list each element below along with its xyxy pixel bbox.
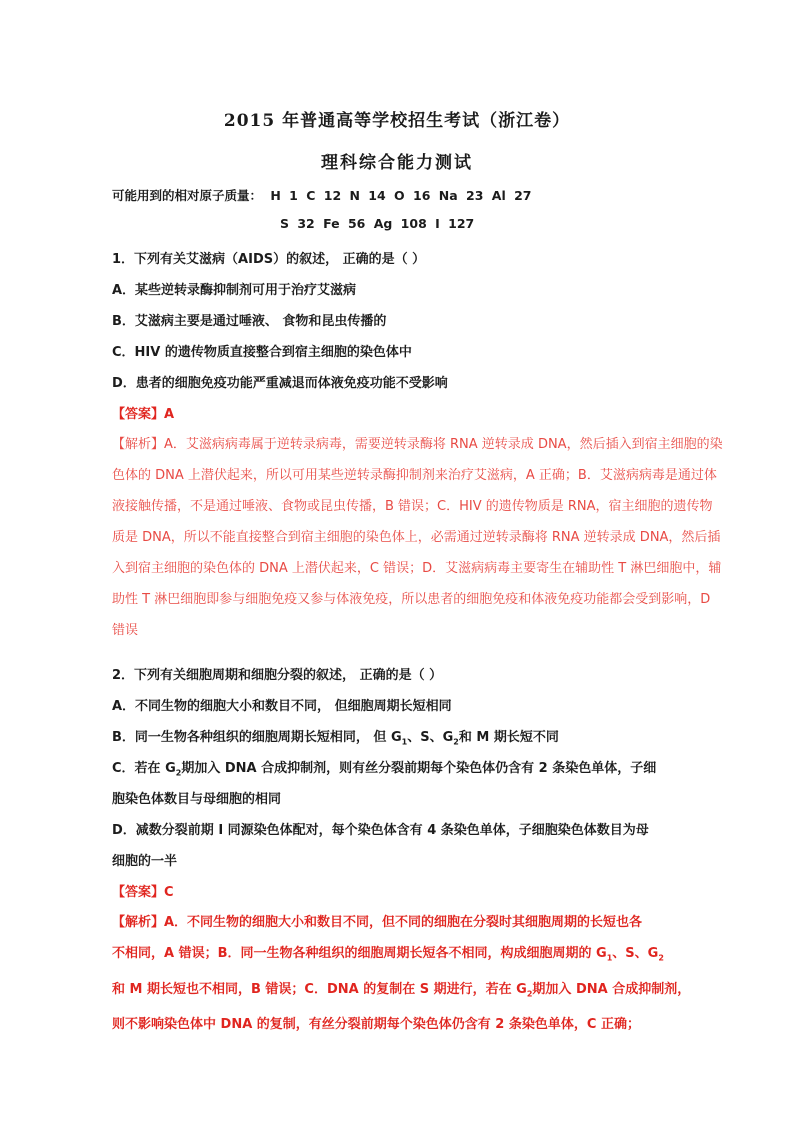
text-fragment: 期加入 DNA 合成抑制剂，则有丝分裂前期每个染色体仍含有 2 条染色单体，子细 — [181, 761, 657, 776]
text-fragment: 期加入 DNA 合成抑制剂， — [532, 981, 691, 997]
analysis-line: 色体的 DNA 上潜伏起来，所以可用某些逆转录酶抑制剂来治疗艾滋病，A 正确；B．艾滋病病毒是通过体 — [112, 468, 717, 483]
analysis-line — [112, 938, 690, 974]
question-2-option-c-cont: 胞染色体数目与母细胞的相同 — [112, 792, 282, 807]
analysis-line: 助性 T 淋巴细胞即参与细胞免疫又参与体液免疫，所以患者的细胞免疫和体液免疫功能都会受到影响，D — [112, 592, 711, 607]
analysis-line — [112, 974, 690, 1010]
question-1-option-a: A．某些逆转录酶抑制剂可用于治疗艾滋病 — [112, 283, 357, 298]
text-fragment: 、S、G — [407, 730, 454, 745]
question-2-option-a: A．不同生物的细胞大小和数目不同， 但细胞周期长短相同 — [112, 699, 452, 714]
question-2-answer: 【答案】C — [112, 885, 174, 900]
question-2-stem: 2．下列有关细胞周期和细胞分裂的叙述， 正确的是（ ） — [112, 668, 443, 683]
analysis-line: 质是 DNA，所以不能直接整合到宿主细胞的染色体上，必需通过逆转录酶将 RNA 逆转录成 DNA，然后插 — [112, 530, 721, 545]
question-2-option-b — [112, 726, 559, 747]
exam-subtitle: 理科综合能力测试 — [321, 153, 473, 173]
analysis-line: 液接触传播，不是通过唾液、食物或昆虫传播，B 错误；C．HIV 的遗传物质是 RNA，宿主细胞的遗传物 — [112, 499, 713, 514]
analysis-line: 【解析】A．艾滋病病毒属于逆转录病毒，需要逆转录酶将 RNA 逆转录成 DNA，然后插入到宿主细胞的染 — [112, 437, 723, 452]
analysis-line: 则不影响染色体中 DNA 的复制，有丝分裂前期每个染色体仍含有 2 条染色单体，C 正确； — [112, 1017, 640, 1033]
exam-title: 2015 年普通高等学校招生考试（浙江卷） — [223, 111, 571, 131]
question-2-option-d: D．减数分裂前期 I 同源染色体配对，每个染色体含有 4 条染色单体，子细胞染色体数目为母 — [112, 823, 649, 838]
question-2-analysis — [112, 907, 690, 1040]
subscript: 2 — [453, 737, 459, 747]
text-fragment: C．若在 G — [112, 761, 176, 776]
atomic-mass-line-2: S 32 Fe 56 Ag 108 I 127 — [280, 216, 475, 231]
subscript: 2 — [658, 953, 664, 963]
subscript: 1 — [606, 953, 613, 963]
subscript: 1 — [401, 737, 408, 747]
question-1-option-b: B．艾滋病主要是通过唾液、 食物和昆虫传播的 — [112, 314, 387, 329]
text-fragment: 和 M 期长短不同 — [458, 730, 559, 745]
subscript: 2 — [526, 989, 533, 999]
question-2-option-d-cont: 细胞的一半 — [112, 854, 178, 869]
question-2-option-c — [112, 757, 656, 778]
question-1-analysis — [112, 429, 723, 646]
question-1-option-c: C．HIV 的遗传物质直接整合到宿主细胞的染色体中 — [112, 345, 412, 360]
subscript: 2 — [175, 768, 182, 778]
question-1-answer: 【答案】A — [112, 407, 175, 422]
question-1-option-d: D．患者的细胞免疫功能严重减退而体液免疫功能不受影响 — [112, 376, 448, 391]
text-fragment: B．同一生物各种组织的细胞周期长短相同， 但 G — [112, 730, 402, 745]
atomic-mass-line-1: 可能用到的相对原子质量： H 1 C 12 N 14 O 16 Na 23 Al 27 — [112, 188, 532, 203]
text-fragment: 、S、G — [612, 946, 659, 961]
analysis-line: 【解析】A．不同生物的细胞大小和数目不同，但不同的细胞在分裂时其细胞周期的长短也各 — [112, 915, 643, 930]
analysis-line: 错误 — [112, 623, 139, 638]
text-fragment: 和 M 期长短也不相同，B 错误；C．DNA 的复制在 S 期进行，若在 G — [112, 981, 527, 997]
analysis-line: 入到宿主细胞的染色体的 DNA 上潜伏起来，C 错误；D．艾滋病病毒主要寄生在辅助性 T 淋巴细胞中，辅 — [112, 561, 722, 576]
question-1-stem: 1．下列有关艾滋病（AIDS）的叙述， 正确的是（ ） — [112, 252, 426, 267]
text-fragment: 不相同，A 错误；B．同一生物各种组织的细胞周期长短各不相同，构成细胞周期的 G — [112, 946, 607, 961]
